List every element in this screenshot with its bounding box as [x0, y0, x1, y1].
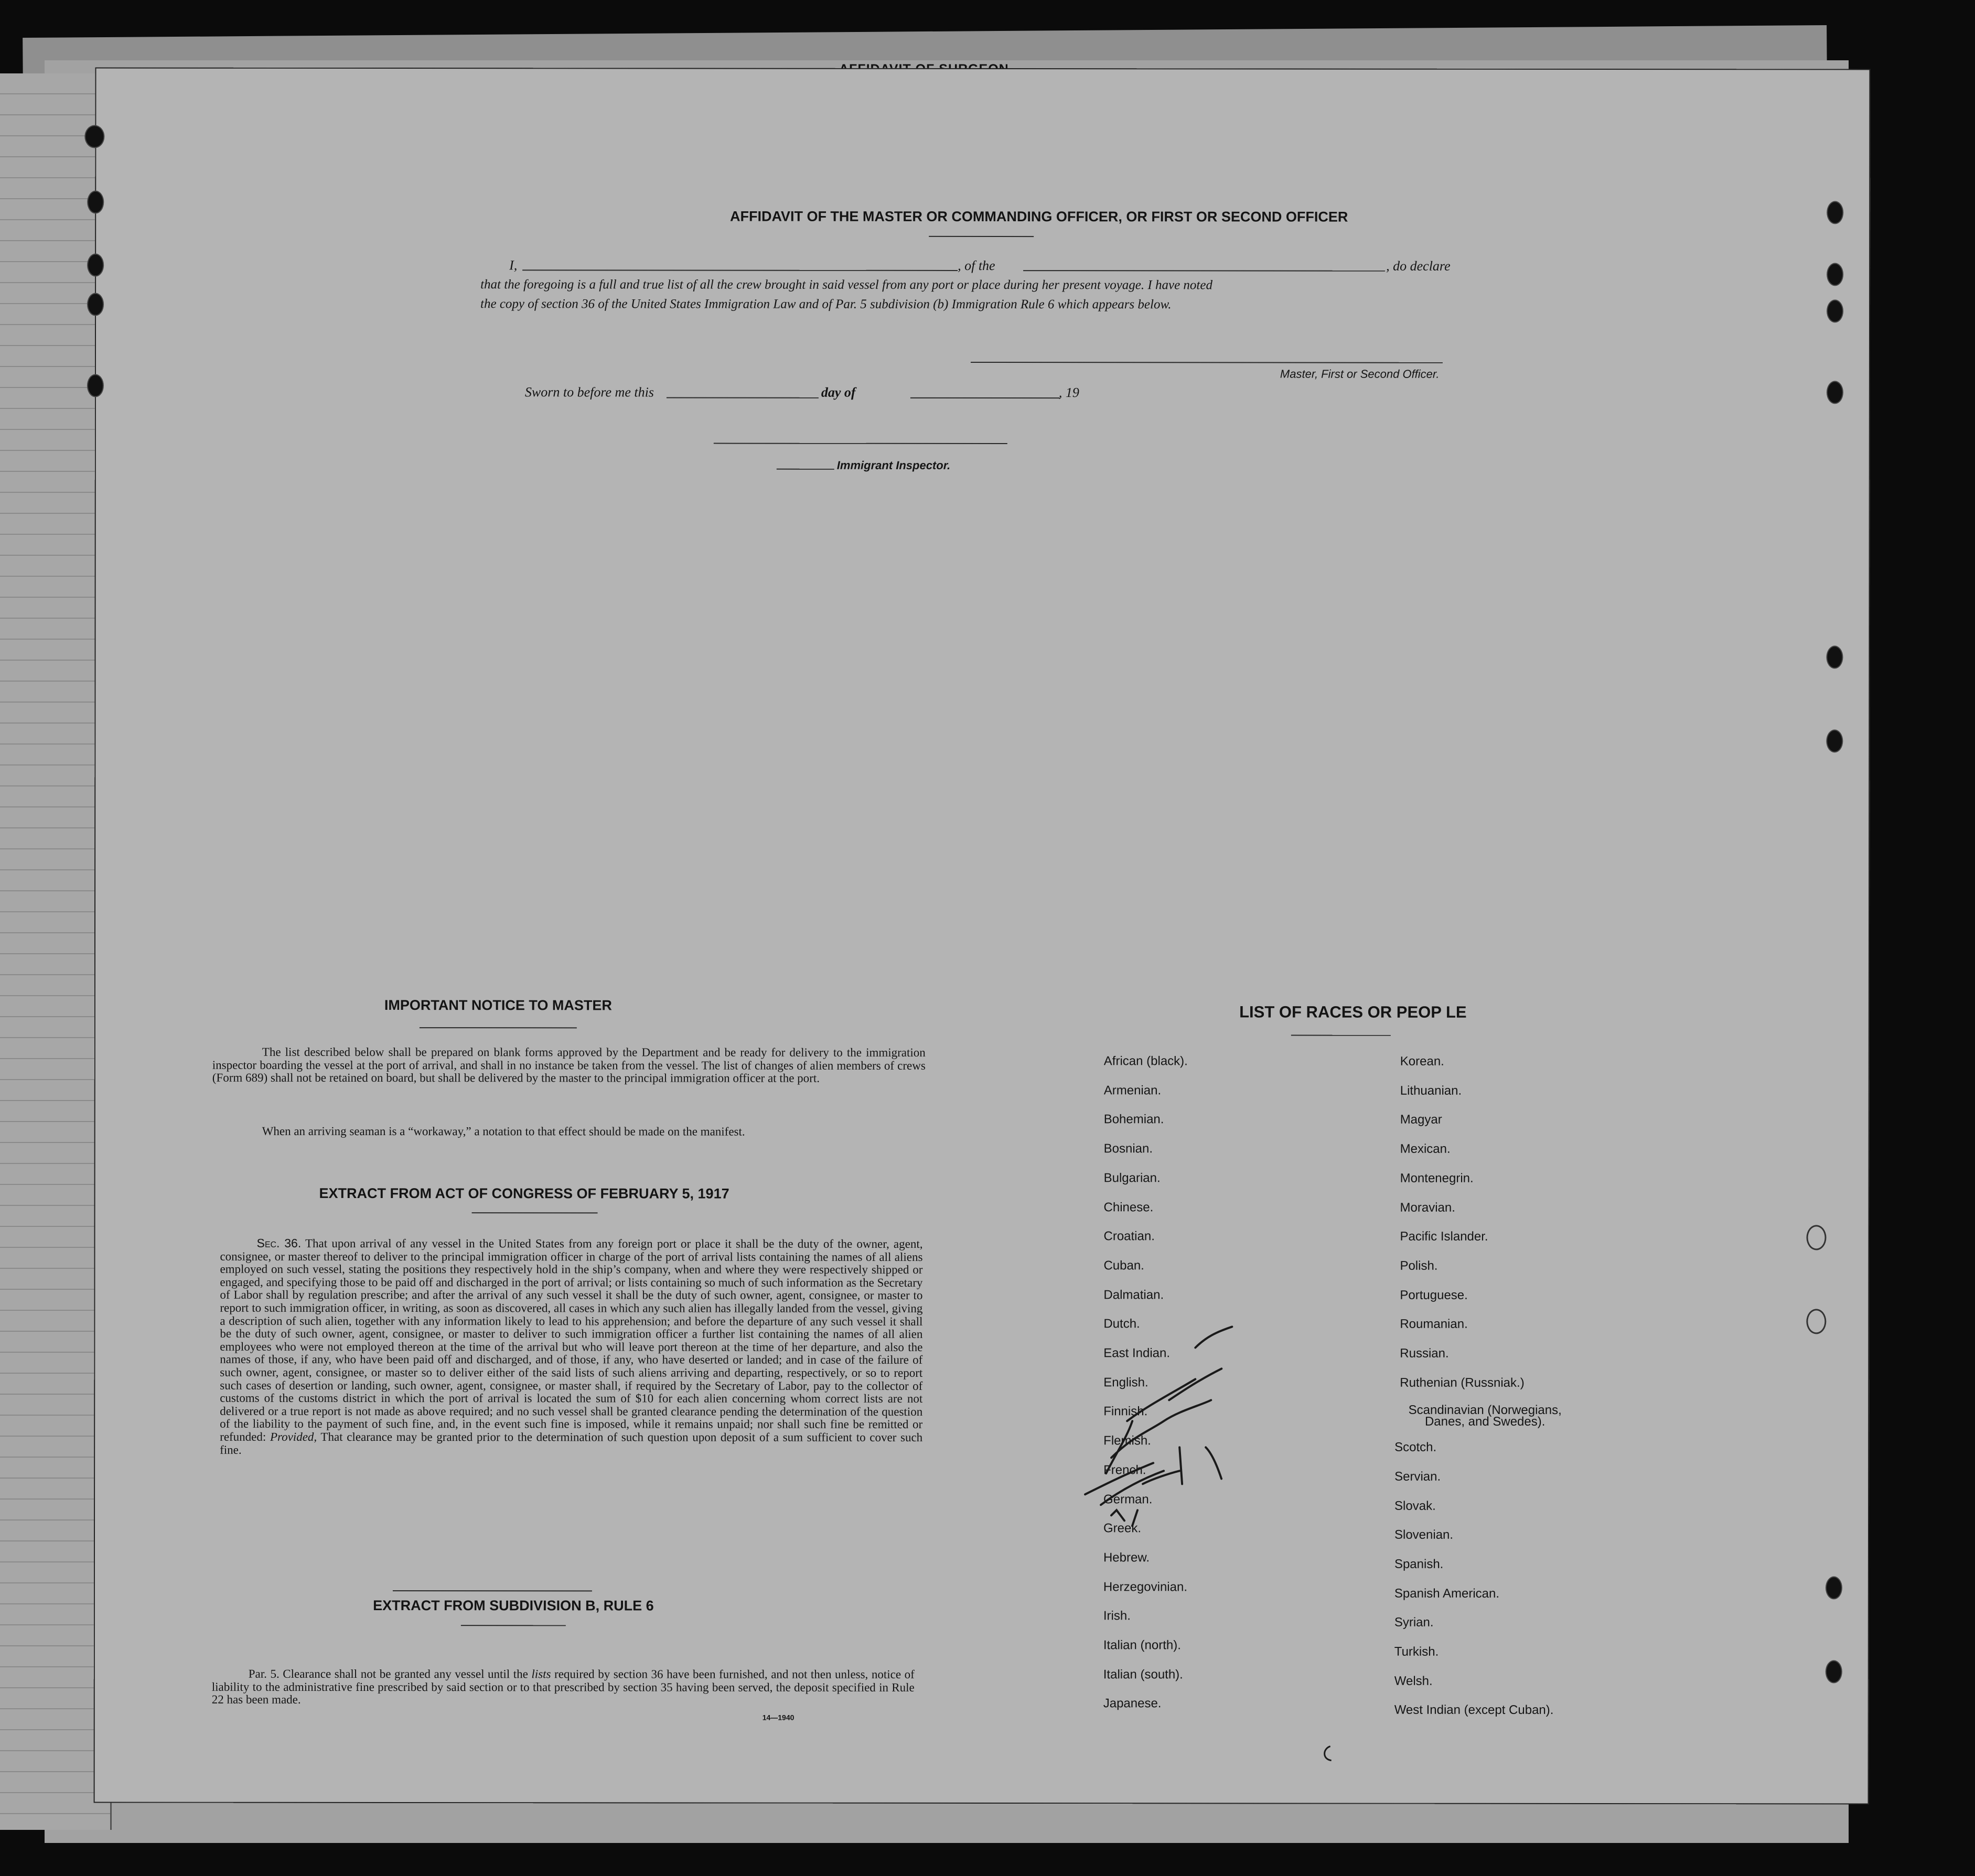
binder-hole	[1826, 729, 1843, 752]
race-item: African (black).	[1103, 1054, 1188, 1069]
rule-6-text	[212, 1668, 915, 1707]
section-label: Sec. 36.	[256, 1236, 302, 1250]
race-item: Italian (north).	[1103, 1638, 1181, 1653]
race-item: Korean.	[1400, 1054, 1444, 1069]
notice-paragraph-1: The list described below shall be prepared on blank forms approved by the Department and be ready for delivery to the immigration inspector boarding the vessel at the port of arrival, and shall in no instance be taken from the vessel. The list of changes of alien members of crews (Form 689) shall not be retained on board, but shall be delivered by the master to the principal immigration officer at the port.	[212, 1045, 926, 1085]
race-item: Armenian.	[1103, 1083, 1162, 1097]
binder-hole	[1827, 201, 1843, 224]
race-item: East Indian.	[1103, 1346, 1171, 1361]
race-item: Montenegrin.	[1400, 1171, 1474, 1185]
race-item: Flemish.	[1103, 1433, 1151, 1448]
rule-6-lists: lists	[531, 1667, 551, 1681]
race-item: Dalmatian.	[1103, 1287, 1164, 1302]
affidavit-line-3: the copy of section 36 of the United States Immigration Law and of Par. 5 subdivision (b) Immigration Rule 6 which appears below.	[480, 297, 1172, 312]
declarant-name-line[interactable]	[522, 269, 958, 271]
vessel-name-line[interactable]	[1023, 270, 1385, 272]
inspector-label: Immigrant Inspector.	[836, 458, 951, 472]
binder-hole	[1826, 645, 1843, 669]
sworn-year: , 19	[1058, 385, 1079, 401]
binder-hole	[87, 191, 104, 214]
race-item: Magyar	[1400, 1113, 1442, 1127]
master-signature-line[interactable]	[971, 362, 1443, 363]
race-item: English.	[1103, 1375, 1148, 1389]
extract-rule-title: EXTRACT FROM SUBDIVISION B, RULE 6	[373, 1597, 654, 1614]
race-item: Cuban.	[1103, 1258, 1144, 1273]
race-item: Hebrew.	[1103, 1550, 1150, 1565]
master-label: Master, First or Second Officer.	[1280, 367, 1440, 381]
race-item: Portuguese.	[1400, 1288, 1468, 1302]
handwritten-scribble	[1048, 1264, 1269, 1536]
section-36-body-end: That clearance may be granted prior to the determination of such question upon deposit of a sum sufficient to cover such fine.	[220, 1430, 923, 1457]
race-item: French.	[1103, 1462, 1146, 1478]
races-underline	[1291, 1035, 1391, 1036]
binder-hole	[1826, 1660, 1842, 1683]
race-item: Irish.	[1103, 1609, 1131, 1623]
race-item: Spanish American.	[1394, 1586, 1500, 1601]
race-item: Scotch.	[1394, 1440, 1437, 1454]
race-item: Italian (south).	[1103, 1667, 1183, 1682]
race-item: Servian.	[1394, 1469, 1441, 1484]
binder-hole-open	[1806, 1309, 1826, 1334]
affidavit-line-2: that the foregoing is a full and true list of all the crew brought in said vessel from any port or place during her present voyage. I have noted	[480, 277, 1212, 293]
race-item: West Indian (except Cuban).	[1394, 1703, 1554, 1718]
section-36-proviso: Provided,	[270, 1430, 317, 1443]
race-item: Bohemian.	[1103, 1112, 1164, 1127]
race-item: Japanese.	[1103, 1696, 1162, 1711]
document-page	[94, 68, 1871, 1805]
race-item: Bosnian.	[1103, 1141, 1153, 1156]
race-item: Syrian.	[1394, 1615, 1434, 1630]
affidavit-of-the: , of the	[958, 257, 995, 274]
affidavit-do-declare: , do declare	[1386, 258, 1451, 274]
binder-hole	[1827, 299, 1843, 322]
race-item: Welsh.	[1394, 1674, 1433, 1688]
affidavit-title: AFFIDAVIT OF THE MASTER OR COMMANDING OFFICER, OR FIRST OR SECOND OFFICER	[729, 208, 1348, 225]
race-item: Herzegovinian.	[1103, 1579, 1188, 1594]
notice-title: IMPORTANT NOTICE TO MASTER	[384, 997, 612, 1014]
race-item: Polish.	[1400, 1258, 1438, 1273]
race-item: Croatian.	[1103, 1229, 1155, 1244]
sworn-day-of: day of	[821, 384, 856, 400]
affidavit-I: I,	[509, 257, 518, 273]
sworn-month-line[interactable]	[910, 397, 1060, 398]
sworn-day-line[interactable]	[667, 397, 819, 398]
race-item: Spanish.	[1394, 1557, 1444, 1571]
binder-hole	[87, 374, 104, 397]
binder-hole	[87, 293, 104, 316]
bleed-through-text	[389, 141, 395, 167]
race-item: Russian.	[1400, 1346, 1449, 1361]
form-number: 14—1940	[762, 1713, 795, 1722]
race-item: Slovenian.	[1394, 1527, 1454, 1542]
binder-hole	[1827, 263, 1843, 286]
rule-6-body-b: required by section 36 have been furnished, and not then unless, notice of liability to the administrative fine prescribed by said section or to that prescribed by section 35 having been served, the deposit specified in Rule 22 has been made.	[211, 1667, 915, 1707]
race-item: Chinese.	[1103, 1200, 1154, 1214]
race-item: Moravian.	[1400, 1200, 1455, 1215]
pen-mark	[1320, 1744, 1336, 1765]
race-item: Lithuanian.	[1400, 1083, 1462, 1098]
race-item: Roumanian.	[1400, 1317, 1468, 1332]
binder-hole-open	[1806, 1225, 1826, 1250]
binder-hole	[1826, 1576, 1842, 1599]
race-item: Bulgarian.	[1103, 1170, 1161, 1185]
extract-act-underline	[472, 1212, 598, 1213]
title-underline	[929, 236, 1034, 237]
race-item: Greek.	[1103, 1521, 1142, 1536]
race-item: Finnish.	[1103, 1404, 1148, 1419]
rule-6-body-a: Par. 5. Clearance shall not be granted any vessel until the	[248, 1667, 528, 1681]
binder-hole	[84, 125, 104, 148]
binder-hole	[87, 254, 104, 277]
race-item: Mexican.	[1400, 1141, 1451, 1156]
notice-paragraph-2: When an arriving seaman is a “workaway,” a notation to that effect should be made on the manifest.	[262, 1124, 745, 1138]
races-title: LIST OF RACES OR PEOP LE	[1239, 1002, 1467, 1021]
race-item: German.	[1103, 1492, 1153, 1506]
section-36-text	[220, 1237, 922, 1457]
sworn-text: Sworn to before me this	[524, 384, 654, 400]
extract-rule-underline	[461, 1625, 566, 1626]
race-item: Slovak.	[1394, 1498, 1436, 1513]
inspector-signature-line[interactable]	[714, 443, 1007, 444]
inspector-short-line	[777, 469, 834, 470]
binder-hole	[1827, 381, 1843, 404]
notice-underline	[420, 1027, 577, 1028]
race-item: Turkish.	[1394, 1644, 1439, 1659]
race-item: Pacific Islander.	[1400, 1229, 1488, 1244]
section-36-body: That upon arrival of any vessel in the United States from any foreign port or place it shall be the duty of the owner, agent, consignee, or master thereof to deliver to the principal immigration officer in charge of the port of arrival lists containing the names of all aliens employed on such vessel, stating the positions they respectively hold in the ship’s company, when and where they were respectively shipped or engaged, and specifying those to be paid off and discharged in the port of arrival; or lists containing so much of such information as the Secretary of Labor shall by regulation prescribe; and after the arrival of any such vessel it shall be the duty of such owner, agent, consignee, or master to report to such immigration officer, in writing, as soon as discovered, all cases in which any such alien has illegally landed from the vessel, giving a description of such alien, together with any information likely to lead to his apprehension; and before the departure of any such vessel it shall be the duty of such owner, agent, consignee, or master to deliver to such immigration officer a further list containing the names of all alien employees who were not employed thereon at the time of the arrival but who will leave port thereon at the time of her departure, and also the names of those, if any, who have been paid off and discharged, and of those, if any, who have deserted or landed; and in case of the failure of such owner, agent, consignee, or master so to deliver either of the said lists of such aliens arriving and departing, respectively, or so to report such cases of desertion or landing, such owner, agent, consignee, or master shall, if required by the Secretary of Labor, pay to the collector of customs of the customs district in which the port of arrival is located the sum of $10 for each alien concerning whom correct lists are not delivered or a true report is not made as above required; and no such vessel shall be granted clearance pending the determination of the question of the liability to the payment of such fine, and, in the event such fine is imposed, while it remains unpaid; nor shall such fine be remitted or refunded:	[220, 1236, 923, 1443]
extract-act-title: EXTRACT FROM ACT OF CONGRESS OF FEBRUARY 5, 1917	[319, 1185, 729, 1202]
rule-divider	[393, 1590, 592, 1591]
race-item: Dutch.	[1103, 1317, 1140, 1331]
race-item: Ruthenian (Russniak.)	[1400, 1375, 1525, 1390]
race-item: Scandinavian (Norwegians, Danes, and Swedes).	[1408, 1403, 1562, 1429]
